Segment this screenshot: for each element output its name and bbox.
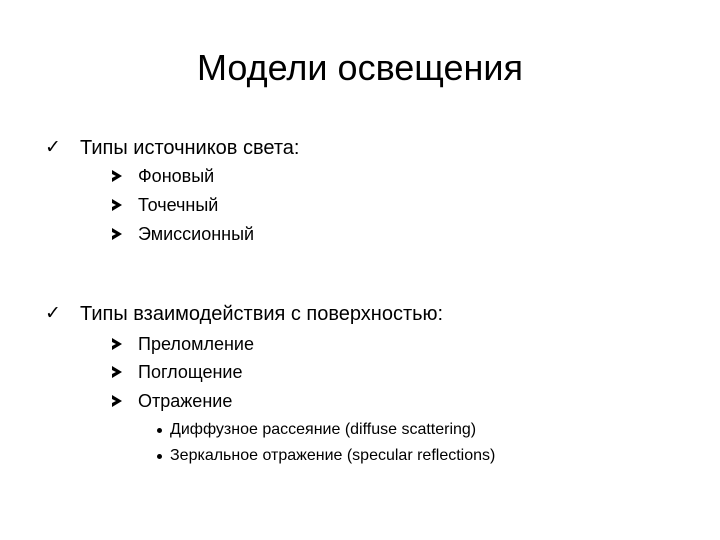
bullet-dot-icon <box>157 454 162 459</box>
list-item: Преломление <box>138 334 254 354</box>
bullet-dot-icon <box>157 428 162 433</box>
list-item: Эмиссионный <box>138 224 255 244</box>
arrowhead-icon <box>112 199 122 211</box>
arrowhead-icon <box>112 170 122 182</box>
sub-list-item: Диффузное рассеяние (diffuse scattering) <box>170 421 477 438</box>
list-item: Фоновый <box>138 166 215 186</box>
checkmark-icon: ✓ <box>45 302 61 324</box>
list-item: Поглощение <box>138 362 243 382</box>
page-title: Модели освещения <box>196 47 524 88</box>
arrowhead-icon <box>112 228 122 240</box>
list-item: Отражение <box>138 391 233 411</box>
sub-list-item: Зеркальное отражение (specular reflections) <box>170 447 496 464</box>
section-1-label: Типы источников света: <box>80 137 300 159</box>
arrowhead-icon <box>112 366 122 378</box>
arrowhead-icon <box>112 395 122 407</box>
list-item: Точечный <box>138 195 219 215</box>
checkmark-icon: ✓ <box>45 136 61 158</box>
arrowhead-icon <box>112 338 122 350</box>
section-2-label: Типы взаимодействия с поверхностью: <box>80 303 444 325</box>
